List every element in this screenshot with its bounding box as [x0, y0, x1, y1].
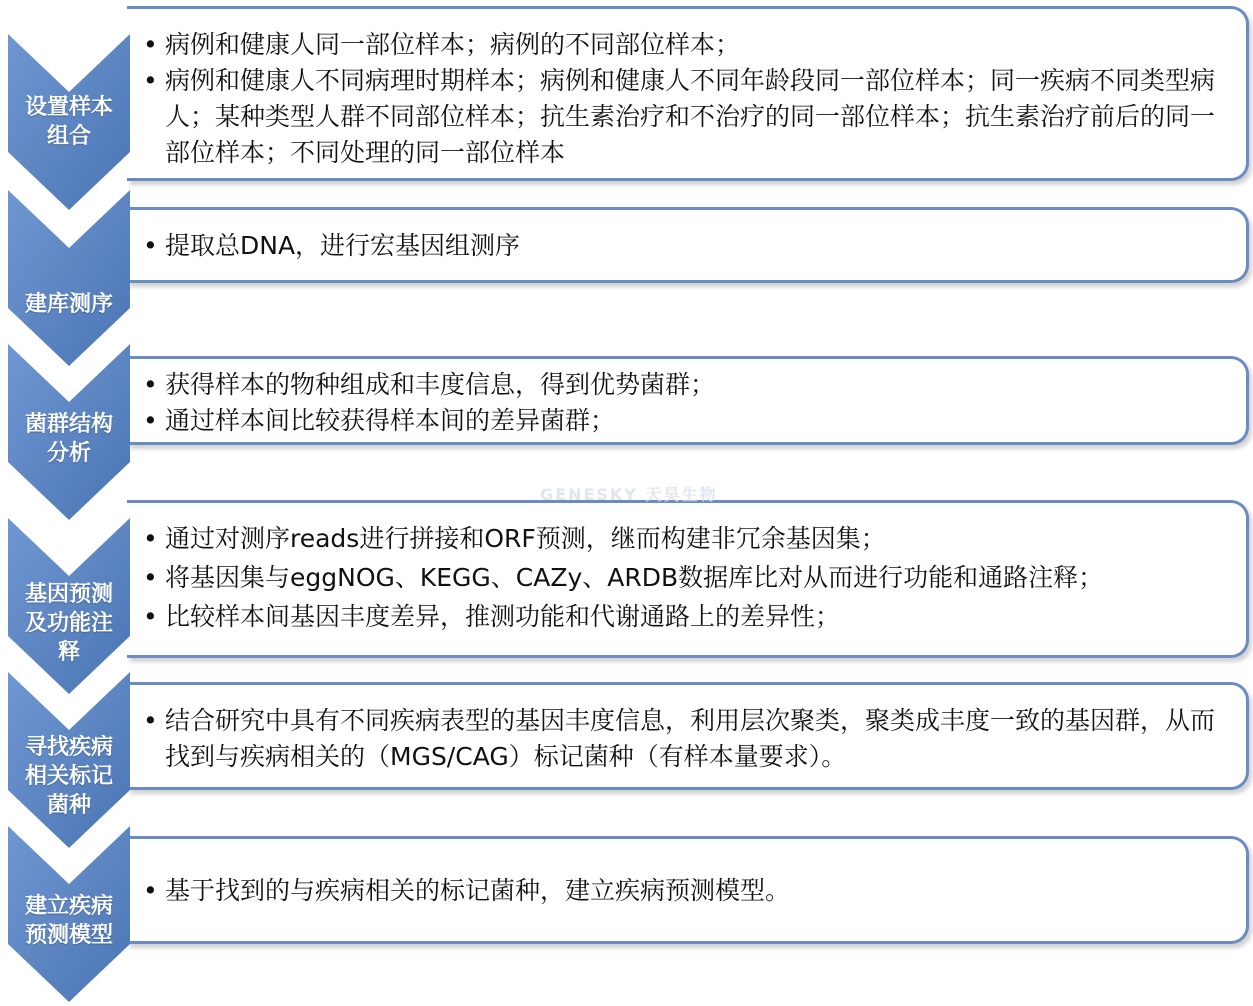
list-item: • 提取总DNA，进行宏基因组测序 [143, 228, 1222, 264]
step-1-list [143, 27, 1222, 171]
step-6-chevron [8, 826, 130, 1002]
list-item: • 病例和健康人不同病理时期样本；病例和健康人不同年龄段同一部位样本；同一疾病不同类型病人；某种类型人群不同部位样本；抗生素治疗和不治疗的同一部位样本；抗生素治疗前后的同一部位样本；不同处理的同一部位样本 [143, 63, 1222, 171]
step-6-box [127, 836, 1249, 944]
list-item: • 病例和健康人同一部位样本；病例的不同部位样本； [143, 27, 1222, 63]
step-2-chevron [8, 190, 130, 366]
step-3-box [127, 356, 1249, 445]
step-5-chevron [8, 672, 130, 848]
step-2-box [127, 207, 1249, 283]
list-item: • 获得样本的物种组成和丰度信息，得到优势菌群； [143, 367, 1222, 403]
list-item: • 通过样本间比较获得样本间的差异菌群； [143, 403, 1222, 439]
list-item: • 基于找到的与疾病相关的标记菌种，建立疾病预测模型。 [143, 873, 1222, 909]
step-3-label: 菌群结构分析 [24, 412, 113, 466]
step-4-chevron [8, 518, 130, 694]
step-1-chevron [8, 34, 130, 210]
step-3-list [143, 367, 1222, 439]
list-item: • 结合研究中具有不同疾病表型的基因丰度信息，利用层次聚类，聚类成丰度一致的基因群，从而找到与疾病相关的（MGS/CAG）标记菌种（有样本量要求）。 [143, 703, 1222, 775]
step-5-label: 寻找疾病相关标记菌种 [24, 734, 113, 818]
watermark-logo: GENESKY 天昊生物 [540, 485, 718, 504]
step-5-box [127, 682, 1249, 790]
step-4-label: 基因预测及功能注释 [24, 581, 113, 665]
step-6-label: 建立疾病预测模型 [24, 894, 113, 948]
step-5-list [143, 703, 1222, 775]
step-1-box [127, 6, 1249, 181]
step-2-list [143, 228, 1222, 264]
step-3-chevron [8, 344, 130, 520]
step-2-label: 建库测序 [24, 291, 113, 317]
list-item: • 将基因集与eggNOG、KEGG、CAZy、ARDB数据库比对从而进行功能和通路注释； [143, 560, 1222, 596]
step-6-list [143, 873, 1222, 909]
step-4-list [143, 521, 1222, 635]
list-item: • 比较样本间基因丰度差异，推测功能和代谢通路上的差异性； [143, 599, 1222, 635]
list-item: • 通过对测序reads进行拼接和ORF预测，继而构建非冗余基因集； [143, 521, 1222, 557]
step-1-label: 设置样本组合 [24, 95, 113, 149]
step-4-box [127, 500, 1249, 658]
